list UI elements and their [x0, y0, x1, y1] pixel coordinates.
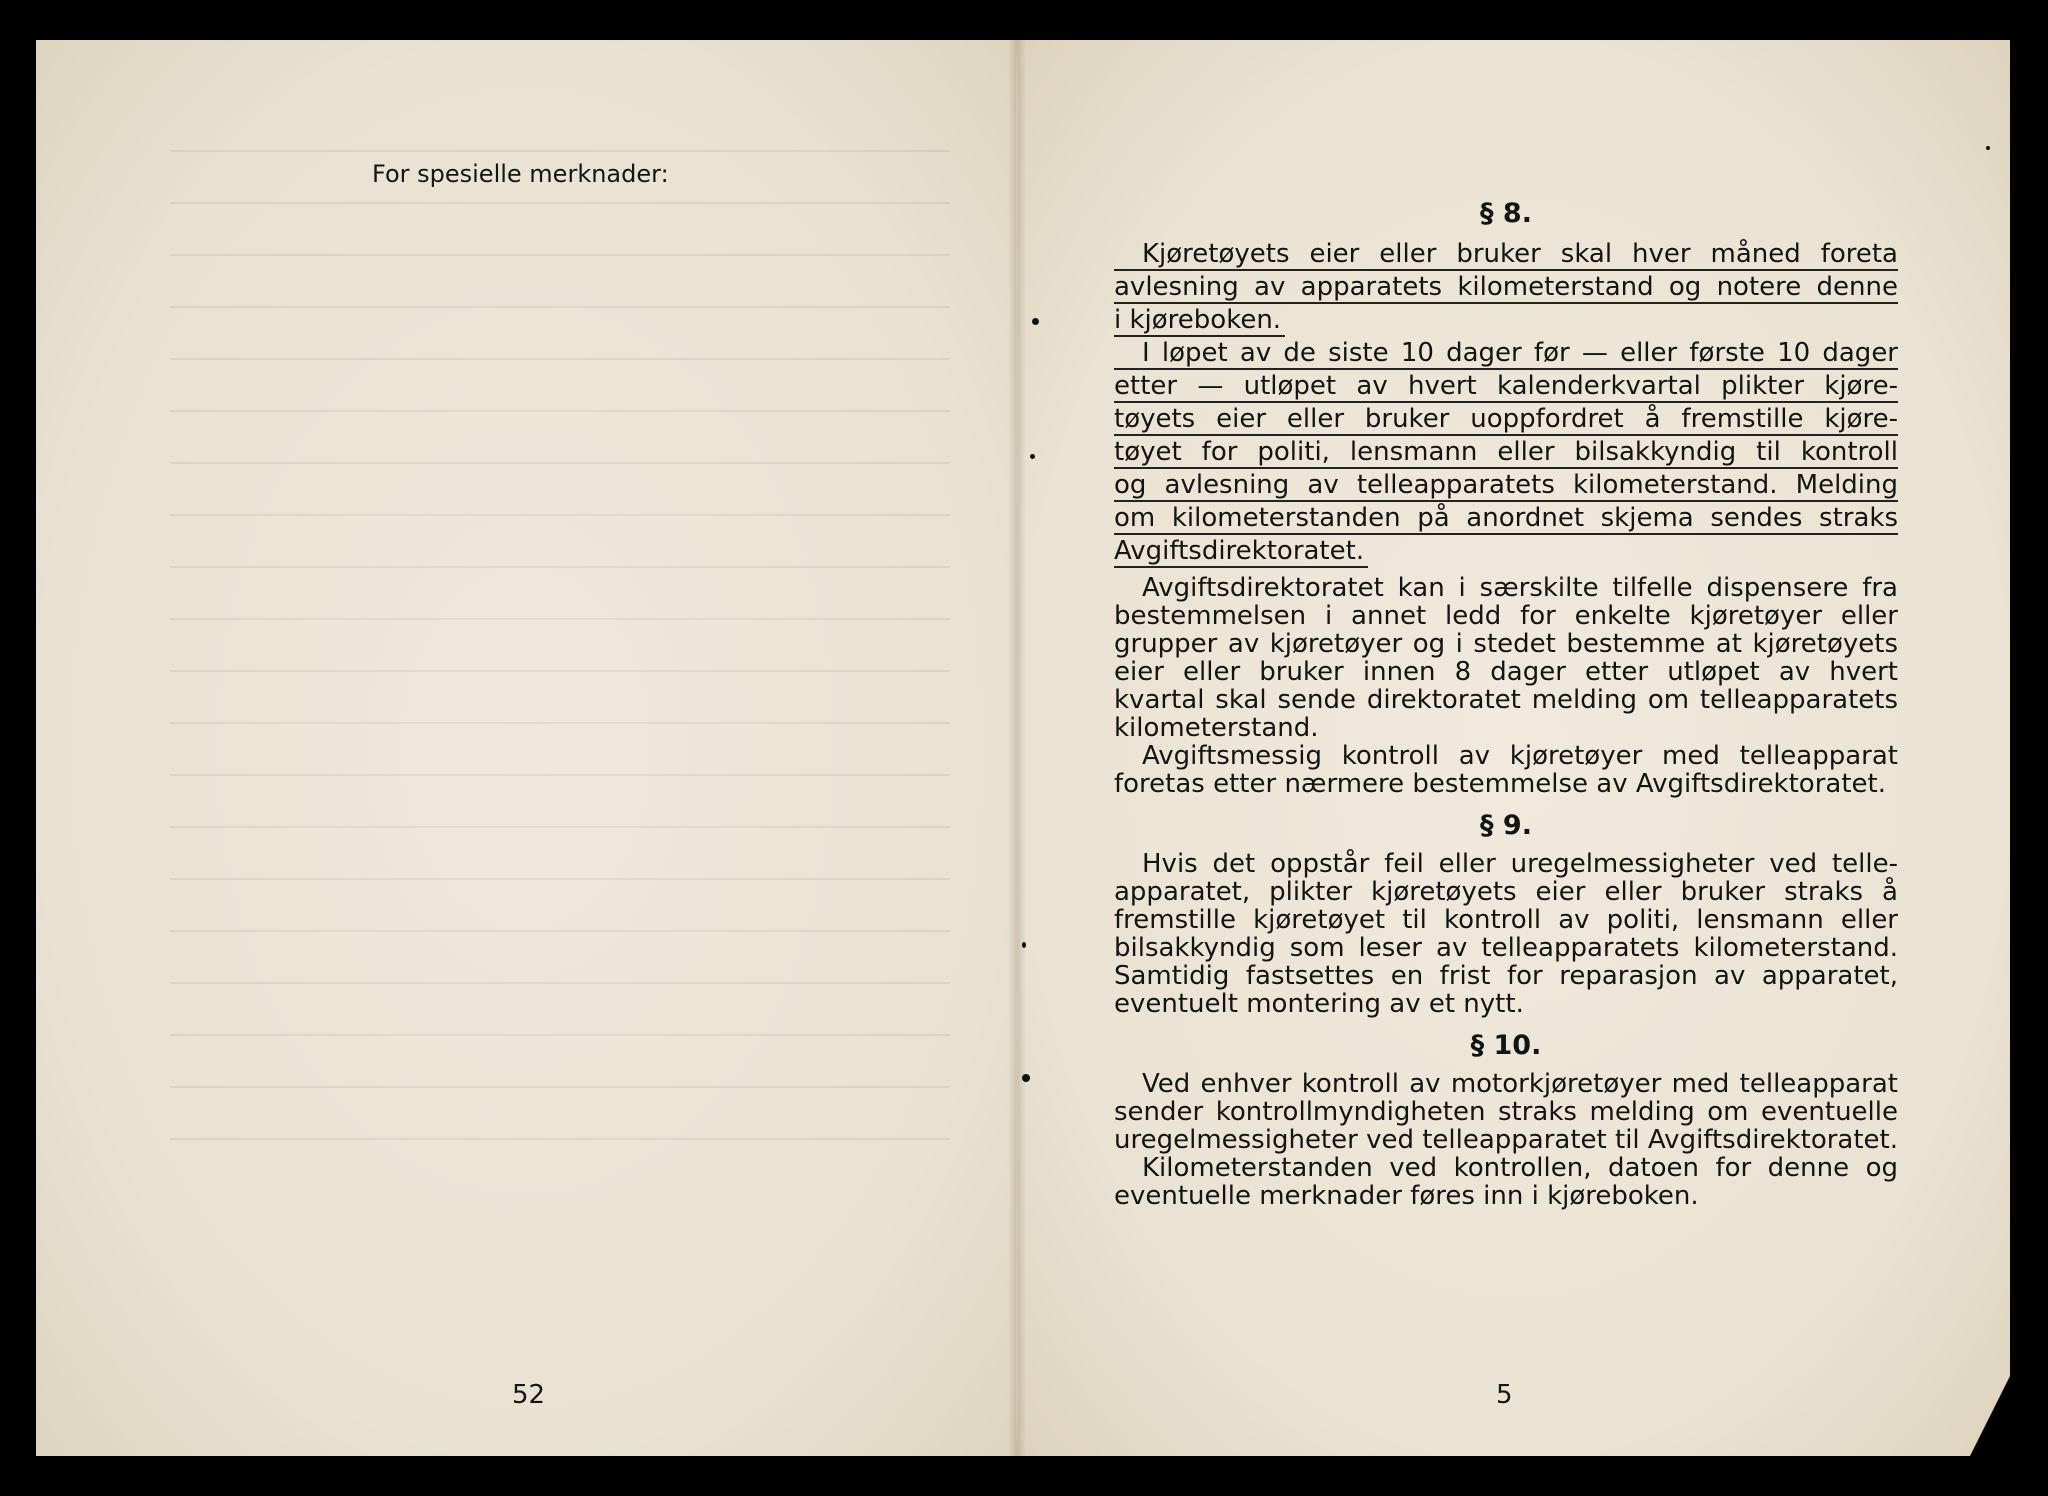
binding-dot [1022, 942, 1026, 948]
underlined-line: om kilometerstanden på anordnet skjema sendes straks [1114, 503, 1898, 533]
section-10-heading: § 10. [1470, 1030, 1542, 1061]
underlined-line: Kjøretøyets eier eller bruker skal hver måned foreta [1114, 238, 1898, 271]
underlined-line: tøyets eier eller bruker uoppfordret å fremstille kjøre- [1114, 404, 1898, 434]
left-page-number: 52 [512, 1380, 546, 1410]
torn-corner [1970, 1376, 2010, 1456]
underlined-line: og avlesning av telleapparatets kilometerstand. Melding [1114, 470, 1898, 500]
binding-dot [1032, 318, 1039, 325]
book-gutter [1008, 40, 1026, 1456]
section-8-paragraph: Avgiftsmessig kontroll av kjøretøyer med telleapparat foretas etter nærmere bestemmelse av Avgiftsdirektoratet. [1114, 741, 1898, 799]
right-page-number: 5 [1496, 1380, 1513, 1410]
binding-dot [1030, 454, 1035, 459]
underlined-line: i kjøreboken. [1114, 304, 1285, 337]
underlined-line: avlesning av apparatets kilometerstand og notere denne [1114, 272, 1898, 302]
section-8-paragraph: Avgiftsdirektoratet kan i særskilte tilfelle dispensere fra bestemmelsen i annet ledd for enkelte kjøretøyer eller grupper av kjøretøyer og i stedet bestemme at kjøretøyets eier eller bruker innen 8 dager etter utløpet av hvert kvartal skal sende direktoratet melding om telleapparatets kilometerstand. [1114, 573, 1898, 743]
section-8-underlined-text [1114, 238, 1898, 568]
section-10-paragraph: Ved enhver kontroll av motorkjøretøyer med telleapparat sender kontrollmyndigheten straks melding om eventuelle uregelmessigheter ved telleapparatet til Avgiftsdirektoratet. [1114, 1069, 1898, 1155]
section-8-heading: § 8. [1480, 198, 1532, 229]
speck [1986, 146, 1990, 150]
left-page [36, 40, 1016, 1456]
section-9-heading: § 9. [1480, 810, 1532, 841]
underlined-line: tøyet for politi, lensmann eller bilsakkyndig til kontroll [1114, 437, 1898, 467]
right-page-text-column [1114, 200, 1898, 1210]
underlined-line: I løpet av de siste 10 dager før — eller første 10 dager [1114, 337, 1898, 370]
special-remarks-heading: For spesielle merknader: [372, 160, 669, 188]
binding-dot [1022, 1074, 1030, 1082]
underlined-line: etter — utløpet av hvert kalenderkvartal plikter kjøre- [1114, 371, 1898, 401]
section-10-paragraph: Kilometerstanden ved kontrollen, datoen for denne og eventuelle merknader føres inn i kjøreboken. [1114, 1153, 1898, 1211]
underlined-line: Avgiftsdirektoratet. [1114, 535, 1368, 568]
section-9-paragraph: Hvis det oppstår feil eller uregelmessigheter ved telleapparatet, plikter kjøretøyets eier eller bruker straks å fremstille kjøretøyet til kontroll av politi, lensmann eller bilsakkyndig som leser av telleapparatets kilometerstand. Samtidig fastsettes en frist for reparasjon av apparatet, eventuelt montering av et nytt. [1114, 849, 1898, 1019]
